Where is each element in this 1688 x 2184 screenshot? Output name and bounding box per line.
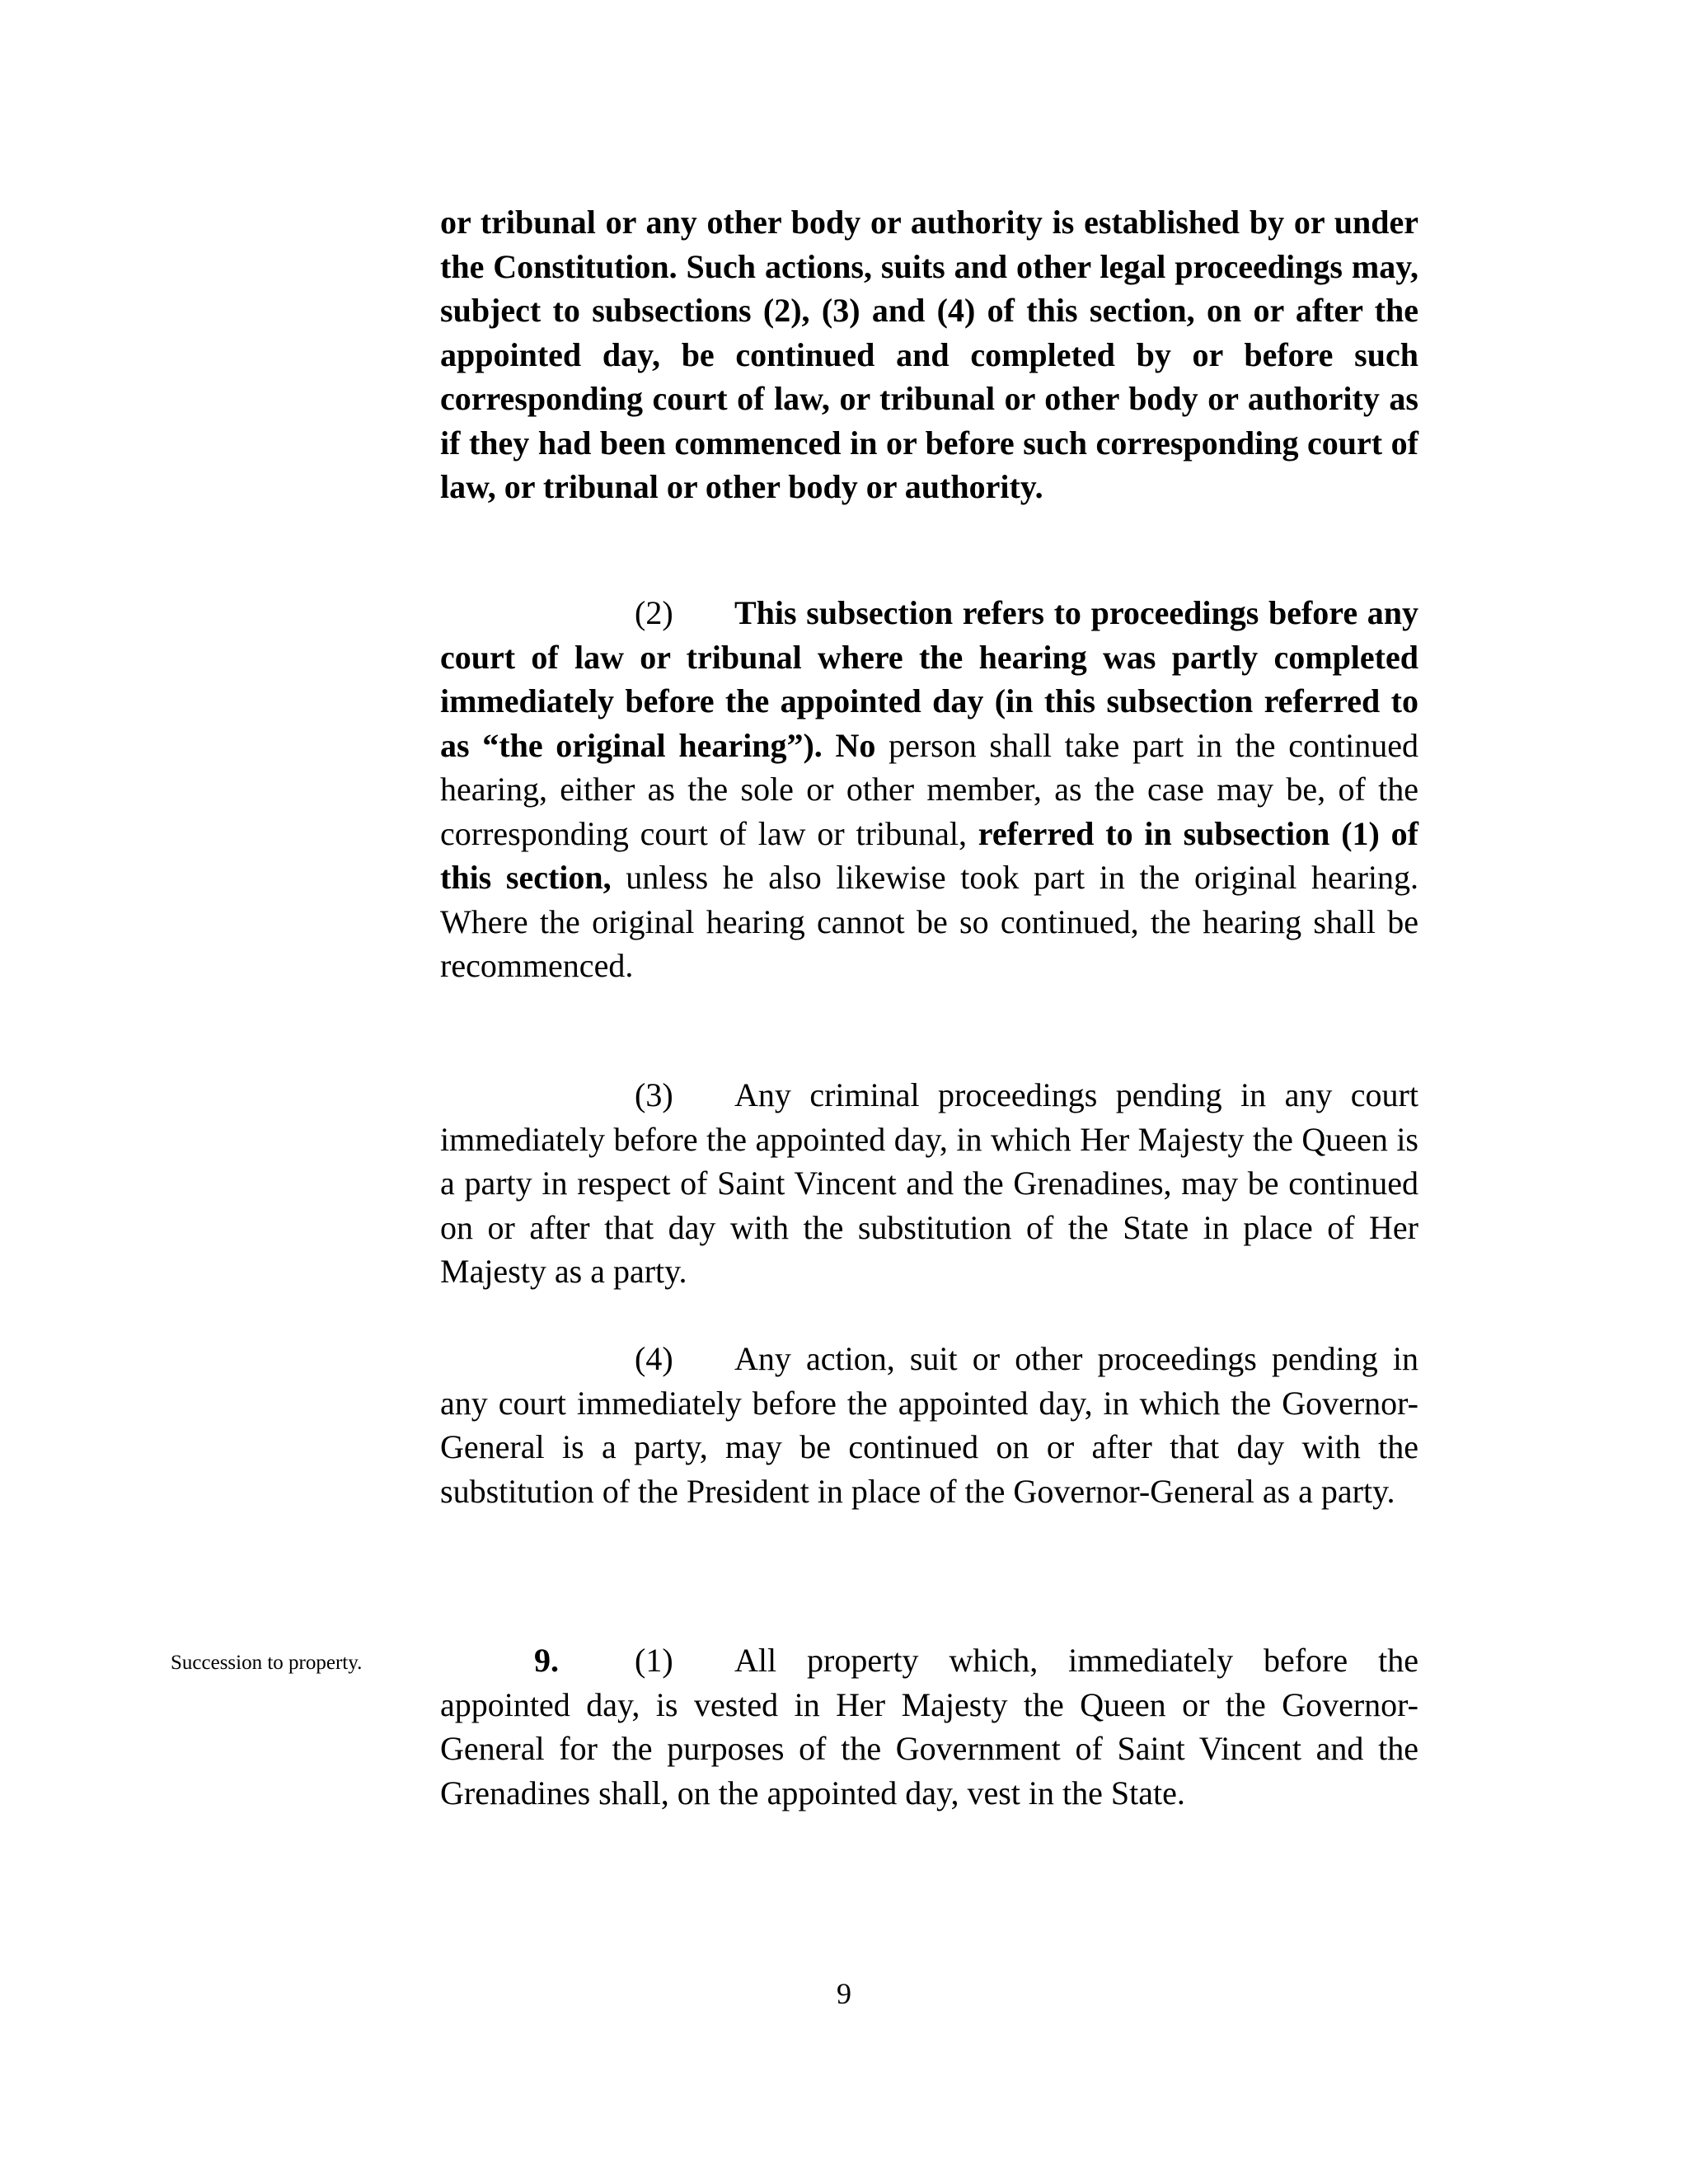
subsection-3-number: (3) (635, 1076, 673, 1113)
section-9 (440, 1638, 1418, 1815)
subsection-4-paragraph (440, 1337, 1418, 1513)
margin-note: Succession to property. (171, 1652, 363, 1674)
subsection-2-bold-text: This subsection refers to proceedings before any court of law or tribunal where the hearing was partly completed immediately before the appointed day (in this subsection referred to as “the original hearing”). No (440, 594, 1418, 764)
subsection-3 (440, 1073, 1418, 1294)
section-9-number: 9. (534, 1642, 559, 1679)
section-9-paragraph (440, 1638, 1418, 1815)
subsection-4 (440, 1337, 1418, 1513)
section-8-continuation (440, 200, 1418, 509)
subsection-2-text-a: person shall take part in the continued hearing, either as the sole or other member, as the case may be, of the corresponding court of law or tribunal, (440, 726, 1418, 852)
section-8-continuation-text: or tribunal or any other body or authority is established by or under the Constitution. Such actions, suits and other legal proceedings may, subject to subsections (2), (3) and (4) of this section, on or after the appointed day, be continued and completed by or before such corresponding court of law, or tribunal or other body or authority as if they had been commenced in or before such corresponding court of law, or tribunal or other body or authority. (440, 204, 1418, 505)
section-9-text: All property which, immediately before the appointed day, is vested in Her Majesty the Queen or the Governor-General for the purposes of the Government of Saint Vincent and the Grenadines shall, on the appointed day, vest in the State. (440, 1642, 1418, 1811)
subsection-4-text: Any action, suit or other proceedings pending in any court immediately before the appointed day, in which the Governor-General is a party, may be continued on or after that day with the substitution of the President in place of the Governor-General as a party. (440, 1340, 1418, 1510)
subsection-2-bold-reference: referred to in subsection (1) of this section, (440, 814, 1418, 896)
subsection-2-number: (2) (635, 594, 673, 631)
subsection-3-text: Any criminal proceedings pending in any court immediately before the appointed day, in which Her Majesty the Queen is a party in respect of Saint Vincent and the Grenadines, may be continued on or after that day with the substitution of the State in place of Her Majesty as a party. (440, 1076, 1418, 1290)
subsection-2-text-b: unless he also likewise took part in the original hearing. Where the original hearing cannot be so continued, the hearing shall be recommenced. (440, 859, 1418, 984)
subsection-4-number: (4) (635, 1340, 673, 1377)
subsection-2 (440, 591, 1418, 988)
page-number: 9 (837, 1977, 851, 2010)
subsection-2-paragraph (440, 591, 1418, 988)
section-9-subsection-number: (1) (635, 1642, 673, 1679)
subsection-3-paragraph (440, 1073, 1418, 1294)
